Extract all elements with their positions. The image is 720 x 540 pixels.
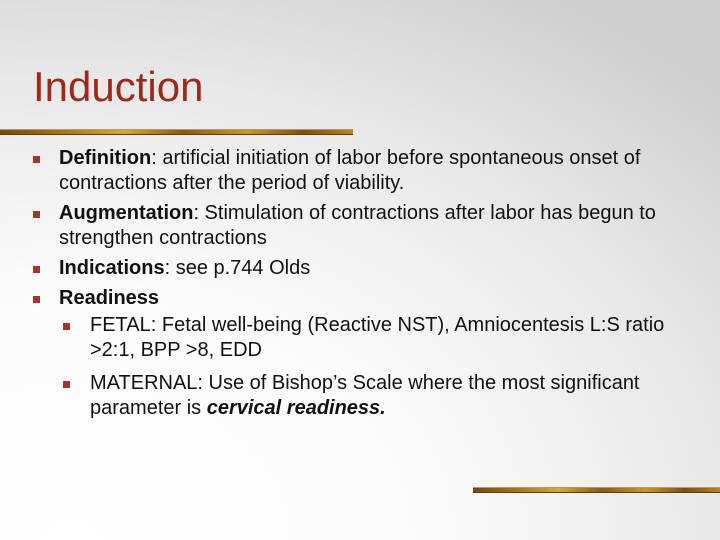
bullet-text: : see p.744 Olds: [164, 257, 311, 279]
bullet-term: Definition: [59, 147, 152, 169]
square-bullet-icon: [33, 296, 40, 303]
bottom-divider: [473, 487, 720, 493]
bullet-item-indications: [28, 256, 708, 281]
sub-bullet-emphasis: cervical readiness.: [206, 397, 386, 419]
slide-title: Induction: [33, 63, 204, 110]
bullet-term: Indications: [59, 257, 165, 279]
bullet-text: : Stimulation of contractions after labor has begun to strengthen contractions: [59, 202, 656, 249]
sub-bullet-maternal: [59, 371, 708, 421]
bullet-term: Readiness: [59, 287, 160, 309]
sub-bullet-text: MATERNAL: Use of Bishop’s Scale where the most significant parameter is: [90, 372, 640, 419]
sub-bullet-fetal: [59, 313, 708, 363]
bullet-item-definition: [28, 146, 708, 196]
square-bullet-icon: [33, 266, 40, 273]
bullet-item-augmentation: [28, 201, 708, 251]
title-divider: [0, 129, 353, 135]
square-bullet-icon: [63, 381, 70, 388]
square-bullet-icon: [33, 156, 40, 163]
bullet-item-readiness: [28, 286, 708, 421]
bullet-term: Augmentation: [59, 202, 194, 224]
bullet-text: : artificial initiation of labor before spontaneous onset of contractions after the period of viability.: [59, 147, 641, 194]
readiness-sublist: [59, 313, 708, 421]
bullet-list: [28, 146, 708, 429]
sub-bullet-text: FETAL: Fetal well-being (Reactive NST), Amniocentesis L:S ratio >2:1, BPP >8, EDD: [90, 314, 665, 361]
square-bullet-icon: [33, 211, 40, 218]
square-bullet-icon: [63, 323, 70, 330]
